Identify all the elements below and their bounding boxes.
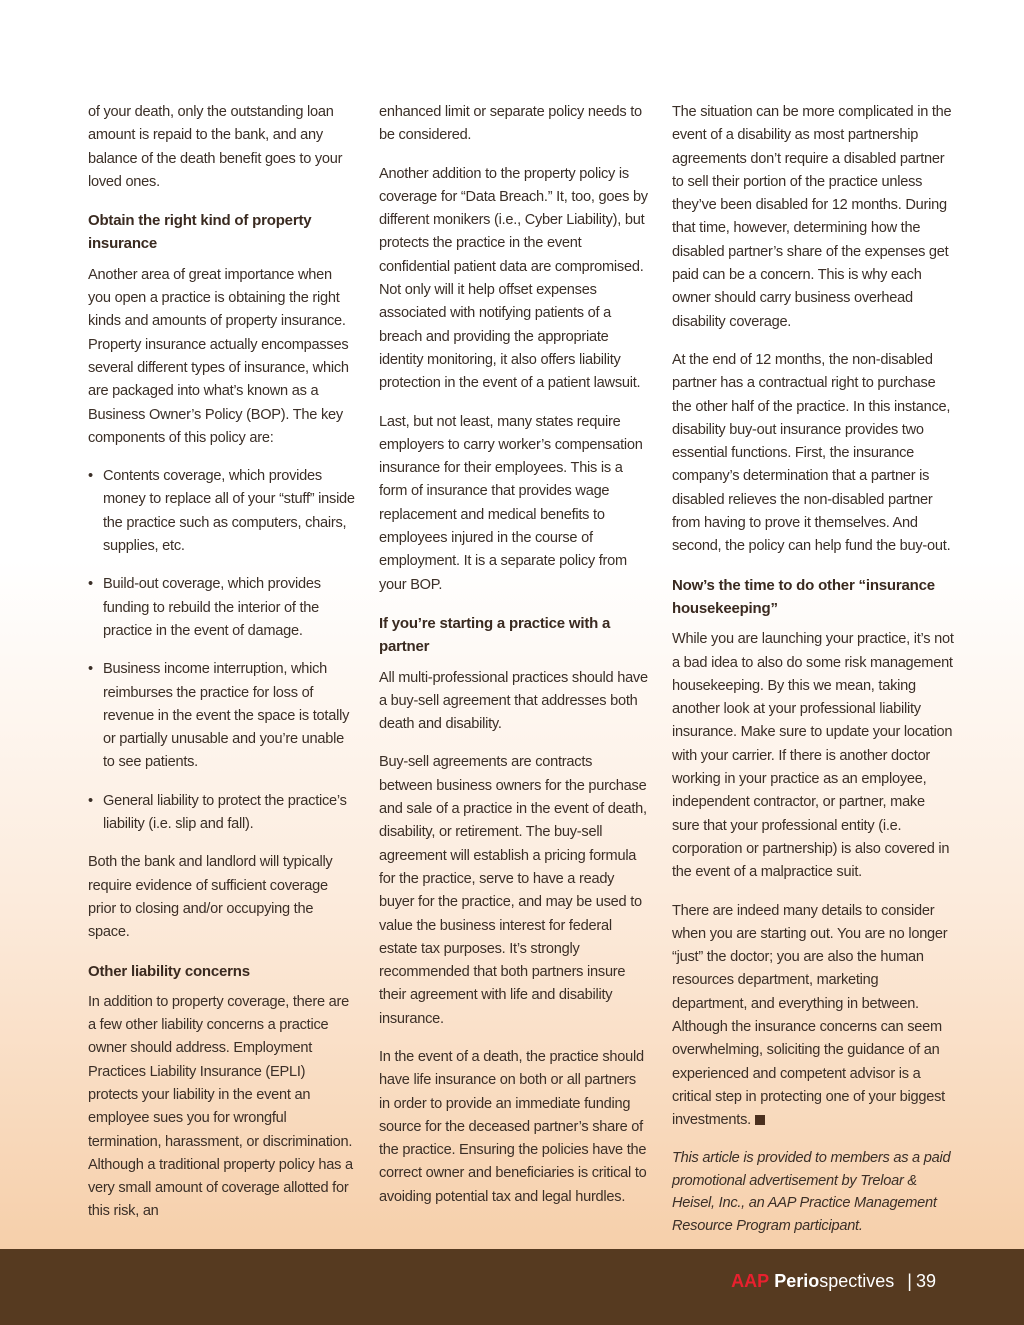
paragraph-text: All multi-professional practices should have a buy-sell agreement that addresses both death and disability.	[379, 669, 648, 733]
paragraph-text: enhanced limit or separate policy needs to be considered.	[379, 104, 642, 144]
paragraph	[379, 411, 649, 597]
end-of-article-square-icon	[755, 1115, 765, 1125]
bullet-list-item	[88, 573, 358, 643]
paragraph-text: The situation can be more complicated in the event of a disability as most partnership agreements don’t require a disabled partner to sell their portion of the practice unless they’ve been disabled for 12 months. During that time, however, determining how the disabled partner’s share of the expenses get paid can be a concern. This is why each owner should carry business overhead disability coverage.	[672, 104, 952, 330]
section-heading: If you’re starting a practice with a partner	[379, 614, 611, 656]
paragraph	[88, 851, 358, 944]
paragraph	[379, 163, 649, 396]
paragraph	[379, 667, 649, 737]
footer-separator: |	[907, 1271, 912, 1291]
paragraph-text: Another area of great importance when you open a practice is obtaining the right kinds and amounts of property insurance. Property insurance actually encompasses several different types of insurance, which are packaged into what’s known as a Business Owner’s Policy (BOP). The key components of this policy are:	[88, 266, 349, 446]
section-heading: Other liability concerns	[88, 962, 250, 980]
paragraph-text: This article is provided to members as a paid promotional advertisement by Treloar & Heisel, Inc., an AAP Practice Management Resource Program participant.	[672, 1150, 951, 1234]
paragraph	[88, 264, 358, 450]
paragraph-text: Last, but not least, many states require employers to carry worker’s compensation insurance for their employees. This is a form of insurance that provides wage replacement and medical benefits to employees injured in the course of employment. It is a separate policy from your BOP.	[379, 413, 643, 593]
paragraph-text: of your death, only the outstanding loan amount is repaid to the bank, and any balance of the death benefit goes to your loved ones.	[88, 104, 343, 190]
footer-brand-aap: AAP	[731, 1271, 770, 1291]
bullet-list-item	[88, 790, 358, 837]
paragraph	[88, 101, 358, 194]
section-heading: Now’s the time to do other “insurance housekeeping”	[672, 576, 935, 617]
paragraph	[88, 991, 358, 1224]
bullet-list-item	[88, 658, 358, 774]
paragraph	[672, 900, 956, 1133]
article-column-2	[379, 101, 649, 1224]
paragraph-text: In the event of a death, the practice should have life insurance on both or all partners in order to provide an immediate funding source for the deceased partner’s share of the practice. Ensuring the policies have the correct owner and beneficiaries is critical to avoiding potential tax and legal hurdles.	[379, 1048, 647, 1205]
footer-brand-spectives: spectives	[819, 1271, 895, 1291]
article-credit	[672, 1147, 956, 1237]
bullet-list-item	[88, 465, 358, 558]
paragraph-text: While you are launching your practice, it’s not a bad idea to also do some risk management housekeeping. By this we mean, taking another look at your professional liability insurance. Make sure to update your location with your carrier. If there is another doctor working in your practice as an employee, independent contractor, or partner, make sure that your professional entity (i.e. corporation or partnership) is also covered in the event of a malpractice suit.	[672, 631, 954, 881]
page-footer	[0, 1249, 1024, 1325]
paragraph	[672, 101, 956, 334]
paragraph-text: Both the bank and landlord will typically require evidence of sufficient coverage prior to closing and/or occupying the space.	[88, 854, 333, 941]
page-number: 39	[915, 1271, 936, 1291]
bullet-icon: •	[88, 792, 93, 809]
article-column-3	[672, 101, 956, 1252]
bullet-icon: •	[88, 468, 93, 485]
bullet-text: General liability to protect the practice’s liability (i.e. slip and fall).	[103, 792, 347, 833]
footer-brand-perio: Perio	[774, 1271, 820, 1291]
bullet-icon: •	[88, 576, 93, 593]
paragraph-text: There are indeed many details to consider when you are starting out. You are no longer “just” the doctor; you are also the human resources department, marketing department, and everything in between. Although the insurance concerns can seem overwhelming, soliciting the guidance of an experienced and competent advisor is a critical step in protecting one of your biggest investments.	[672, 902, 948, 1129]
bullet-icon: •	[88, 661, 93, 678]
paragraph	[379, 751, 649, 1031]
paragraph-text: In addition to property coverage, there are a few other liability concerns a practice owner should address. Employment Practices Liability Insurance (EPLI) protects your liability in the event an employee sues you for wrongful termination, harassment, or discrimination. Although a traditional property policy has a very small amount of coverage allotted for this risk, an	[88, 993, 353, 1220]
bullet-text: Build-out coverage, which provides funding to rebuild the interior of the practice in the event of damage.	[103, 576, 321, 639]
paragraph	[672, 349, 956, 559]
section-heading: Obtain the right kind of property insurance	[88, 212, 312, 253]
paragraph-text: At the end of 12 months, the non-disabled partner has a contractual right to purchase the other half of the practice. In this instance, disability buy-out insurance provides two essential functions. First, the insurance company’s determination that a partner is disabled relieves the non-disabled partner from having to prove it themselves. And second, the policy can help fund the buy-out.	[672, 351, 951, 555]
paragraph	[379, 101, 649, 148]
paragraph-text: Another addition to the property policy is coverage for “Data Breach.” It, too, goes by different monikers (i.e., Cyber Liability), but protects the practice in the event confidential patient data are compromised. Not only will it help offset expenses associated with notifying patients of a breach and providing the appropriate identity monitoring, it also offers liability protection in the event of a patient lawsuit.	[379, 165, 648, 392]
footer-publication-title	[731, 1271, 936, 1292]
paragraph	[379, 1046, 649, 1209]
bullet-text: Business income interruption, which reimburses the practice for loss of revenue in the event the space is totally or partially unusable and you’re unable to see patients.	[103, 661, 350, 771]
bullet-text: Contents coverage, which provides money to replace all of your “stuff” inside the practice such as computers, chairs, supplies, etc.	[103, 468, 355, 555]
bullet-list	[88, 465, 358, 836]
paragraph-text: Buy-sell agreements are contracts between business owners for the purchase and sale of a practice in the event of death, disability, or retirement. The buy-sell agreement will establish a pricing formula for the practice, serve to have a ready buyer for the practice, and may be used to value the business interest for federal estate tax purposes. It’s strongly recommended that both partners insure their agreement with life and disability insurance.	[379, 754, 647, 1027]
article-column-1	[88, 101, 358, 1239]
paragraph	[672, 628, 956, 884]
